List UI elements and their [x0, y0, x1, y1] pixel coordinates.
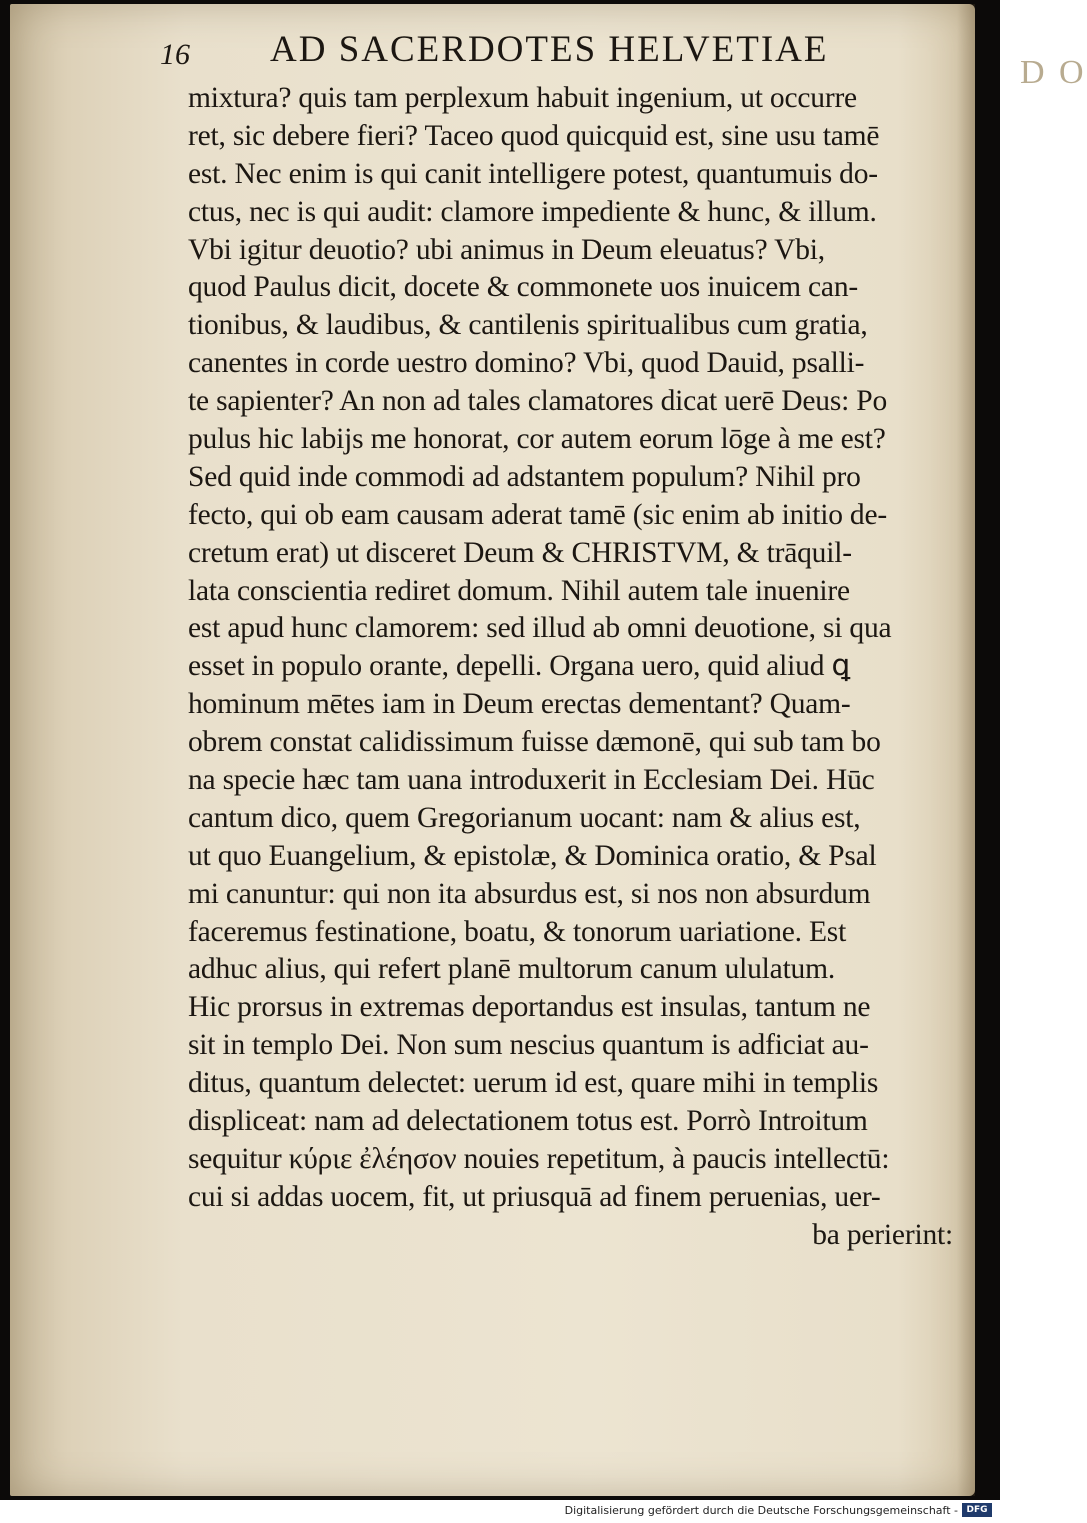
text-line: faceremus festinatione, boatu, & tonorum uariatione. Est — [188, 915, 847, 948]
text-line: sit in templo Dei. Non sum nescius quantum is adficiat au- — [188, 1029, 869, 1062]
text-line: pulus hic labijs me honorat, cor autem eorum lōge à me est? — [188, 423, 886, 456]
text-line: ctus, nec is qui audit: clamore impediente & hunc, & illum. — [188, 195, 877, 228]
text-line: te sapienter? An non ad tales clamatores dicat uerē Deus: Po — [188, 385, 888, 418]
footer-bar — [0, 1500, 1000, 1523]
text-line: fecto, qui ob eam causam aderat tamē (sic enim ab initio de- — [188, 498, 887, 531]
page-body-text — [188, 80, 963, 1255]
text-line: canentes in corde uestro domino? Vbi, quod Dauid, psalli- — [188, 347, 865, 380]
text-line: sequitur κύριε ἐλέησον nouies repetitum, à paucis intellectū: — [188, 1142, 890, 1175]
text-line: esset in populo orante, depelli. Organa uero, quid aliud ꝗ — [188, 650, 850, 683]
text-line: quod Paulus dicit, docete & commonete uos inuicem can- — [188, 271, 858, 304]
text-line: est. Nec enim is qui canit intelligere potest, quantumuis do- — [188, 157, 878, 190]
text-line: est apud hunc clamorem: sed illud ab omni deuotione, si qua — [188, 612, 892, 645]
dfg-logo: DFG — [962, 1503, 992, 1517]
text-line: Vbi igitur deuotio? ubi animus in Deum eleuatus? Vbi, — [188, 233, 825, 266]
text-line: cretum erat) ut disceret Deum & CHRISTVM, & trāquil- — [188, 536, 852, 569]
text-line: cantum dico, quem Gregorianum uocant: nam & alius est, — [188, 801, 861, 834]
digitization-credit: Digitalisierung gefördert durch die Deutsche Forschungsgemeinschaft - — [564, 1504, 958, 1517]
text-line: Hic prorsus in extremas deportandus est insulas, tantum ne — [188, 991, 871, 1024]
text-line: Sed quid inde commodi ad adstantem populum? Nihil pro — [188, 460, 861, 493]
text-line: hominum mētes iam in Deum erectas dementant? Quam- — [188, 688, 851, 721]
text-line-catchword: ba perierint: — [812, 1218, 953, 1251]
text-line: obrem constat calidissimum fuisse dæmonē, qui sub tam bo — [188, 726, 881, 759]
page-header — [160, 28, 1087, 91]
text-line: lata conscientia rediret domum. Nihil autem tale inuenire — [188, 574, 850, 607]
text-line: mixtura? quis tam perplexum habuit ingenium, ut occurre — [188, 82, 857, 114]
text-line: na specie hæc tam uana introduxerit in Ecclesiam Dei. Hūc — [188, 764, 875, 797]
text-line: ret, sic debere fieri? Taceo quod quicquid est, sine usu tamē — [188, 119, 880, 152]
text-line: ditus, quantum delectet: uerum id est, quare mihi in templis — [188, 1067, 879, 1100]
text-line: ut quo Euangelium, & epistolæ, & Dominica oratio, & Psal — [188, 839, 877, 872]
page-number: 16 — [160, 38, 190, 71]
text-line: cui si addas uocem, fit, ut priusquā ad finem peruenias, uer- — [188, 1180, 881, 1213]
running-head: AD SACERDOTES HELVETIAE — [270, 29, 829, 70]
text-line: displiceat: nam ad delectationem totus est. Porrò Introitum — [188, 1105, 868, 1138]
text-line: tionibus, & laudibus, & cantilenis spiritualibus cum gratia, — [188, 309, 868, 342]
text-line: mi canuntur: qui non ita absurdus est, si nos non absurdum — [188, 877, 871, 910]
bleed-through-text: D O — [1020, 54, 1087, 91]
text-line: adhuc alius, qui refert planē multorum canum ululatum. — [188, 953, 836, 986]
